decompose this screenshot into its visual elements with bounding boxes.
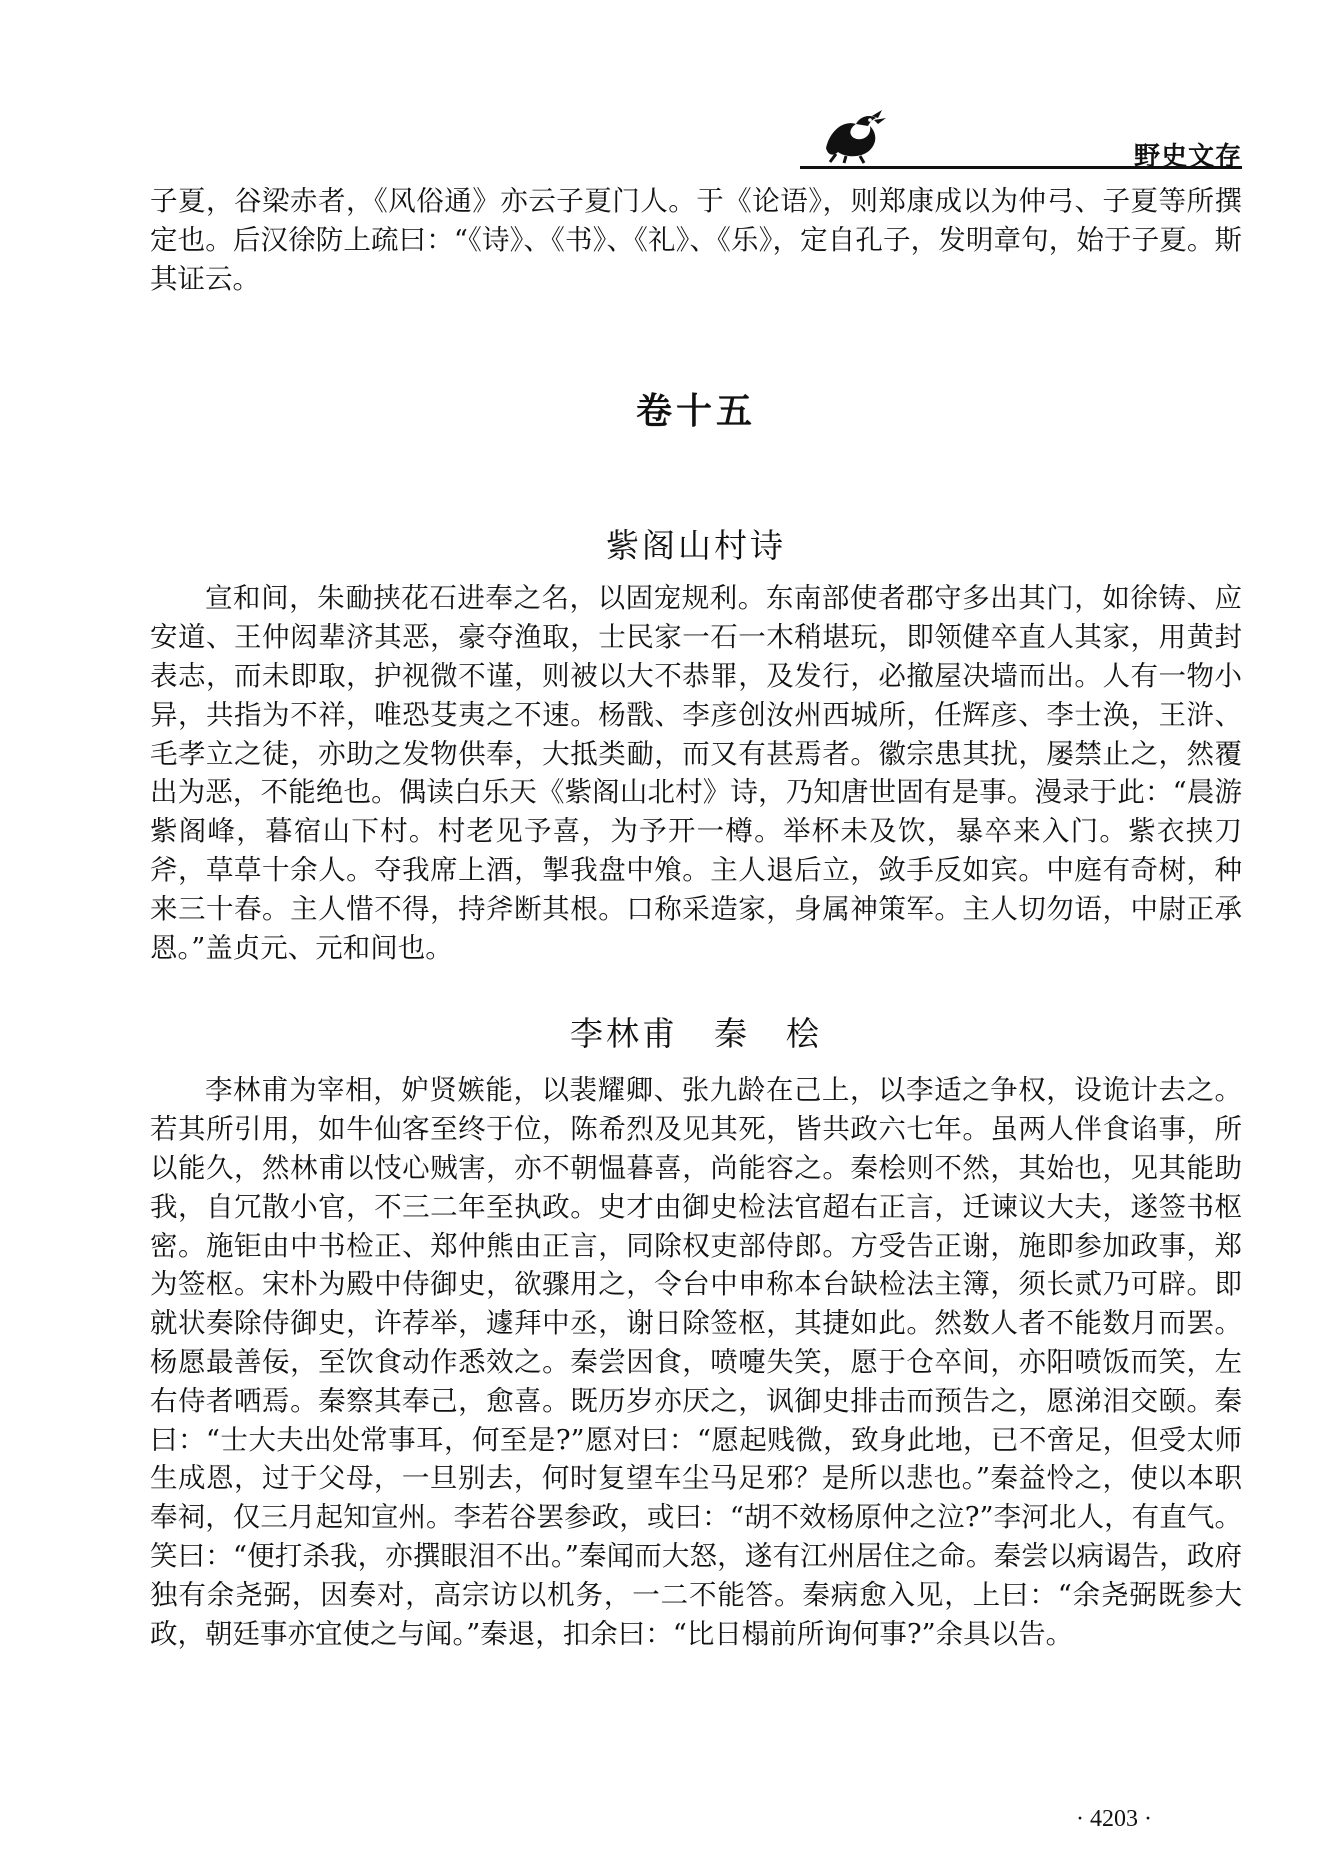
section-title-ziguo: 紫阁山村诗 (606, 526, 786, 566)
section-body-ziguo: 宣和间，朱勔挟花石进奉之名，以固宠规利。东南部使者郡守多出其门，如徐铸、应安道、王仲闳辈济其恶，豪夺渔取，士民家一石一木稍堪玩，即领健卒直人其家，用黄封表志，而未即取，护视微不谨，则被以大不恭罪，及发行，必撤屋决墙而出。人有一物小异，共指为不祥，唯恐芟夷之不速。杨戬、李彦创汝州西城所，任辉彦、李士涣，王浒、毛孝立之徒，亦助之发物供奉，大抵类勔，而又有甚焉者。徽宗患其扰，屡禁止之，然覆出为恶，不能绝也。偶读白乐天《紫阁山北村》诗，乃知唐世固有是事。漫录于此：“晨游紫阁峰，暮宿山下村。村老见予喜，为予开一樽。举杯未及饮，暴卒来入门。紫衣挟刀斧，草草十余人。夺我席上酒，掣我盘中飧。主人退后立，敛手反如宾。中庭有奇树，种来三十春。主人惜不得，持斧断其根。口称采造家，身属神策军。主人切勿语，中尉正承恩。”盖贞元、元和间也。 (150, 582, 1242, 964)
section-body-li-qin: 李林甫为宰相，妒贤嫉能，以裴耀卿、张九龄在己上，以李适之争权，设诡计去之。若其所引用，如牛仙客至终于位，陈希烈及见其死，皆共政六七年。虽两人伴食谄事，所以能久，然林甫以忮心贼害，亦不朝愠暮喜，尚能容之。秦桧则不然，其始也，见其能助我，自冗散小官，不三二年至执政。史才由御史检法官超右正言，迁谏议大夫，遂签书枢密。施钜由中书检正、郑仲熊由正言，同除权吏部侍郎。方受告正谢，施即参加政事，郑为签枢。宋朴为殿中侍御史，欲骤用之，令台中申称本台缺检法主簿，须长贰乃可辟。即就状奏除侍御史，许荐举，遽拜中丞，谢日除签枢，其捷如此。然数人者不能数月而罢。杨愿最善佞，至饮食动作悉效之。秦尝因食，喷嚏失笑，愿于仓卒间，亦阳喷饭而笑，左右侍者哂焉。秦察其奉己，愈喜。既历岁亦厌之，讽御史排击而预告之，愿涕泪交颐。秦曰：“士大夫出处常事耳，何至是?”愿对曰：“愿起贱微，致身此地，已不啻足，但受太师生成恩，过于父母，一旦别去，何时复望车尘马足邪？是所以悲也。”秦益怜之，使以本职奉祠，仅三月起知宣州。李若谷罢参政，或曰：“胡不效杨原仲之泣?”李河北人，有直气。笑曰：“便打杀我，亦撰眼泪不出。”秦闻而大怒，遂有江州居住之命。秦尝以病谒告，政府独有余尧弼，因奏对，高宗访以机务，一二不能答。秦病愈入见，上曰：“余尧弼既参大政，朝廷事亦宜使之与闻。”秦退，扣余曰：“比日榻前所询何事?”余具以告。 (150, 1074, 1242, 1650)
page-body (150, 182, 1242, 1653)
section-title-li-qin: 李林甫 秦 桧 (570, 1014, 822, 1054)
page-number: · 4203 · (1076, 1806, 1152, 1832)
running-header (800, 108, 1242, 172)
series-title: 野史文存 (1133, 142, 1242, 172)
carry-over-paragraph: 子夏，谷梁赤者，《风俗通》亦云子夏门人。于《论语》，则郑康成以为仲弓、子夏等所撰定也。后汉徐防上疏曰：“《诗》、《书》、《礼》、《乐》，定自孔子，发明章句，始于子夏。斯其证云。 (150, 185, 1242, 295)
dragon-icon (820, 108, 890, 164)
volume-title: 卷十五 (635, 391, 756, 433)
